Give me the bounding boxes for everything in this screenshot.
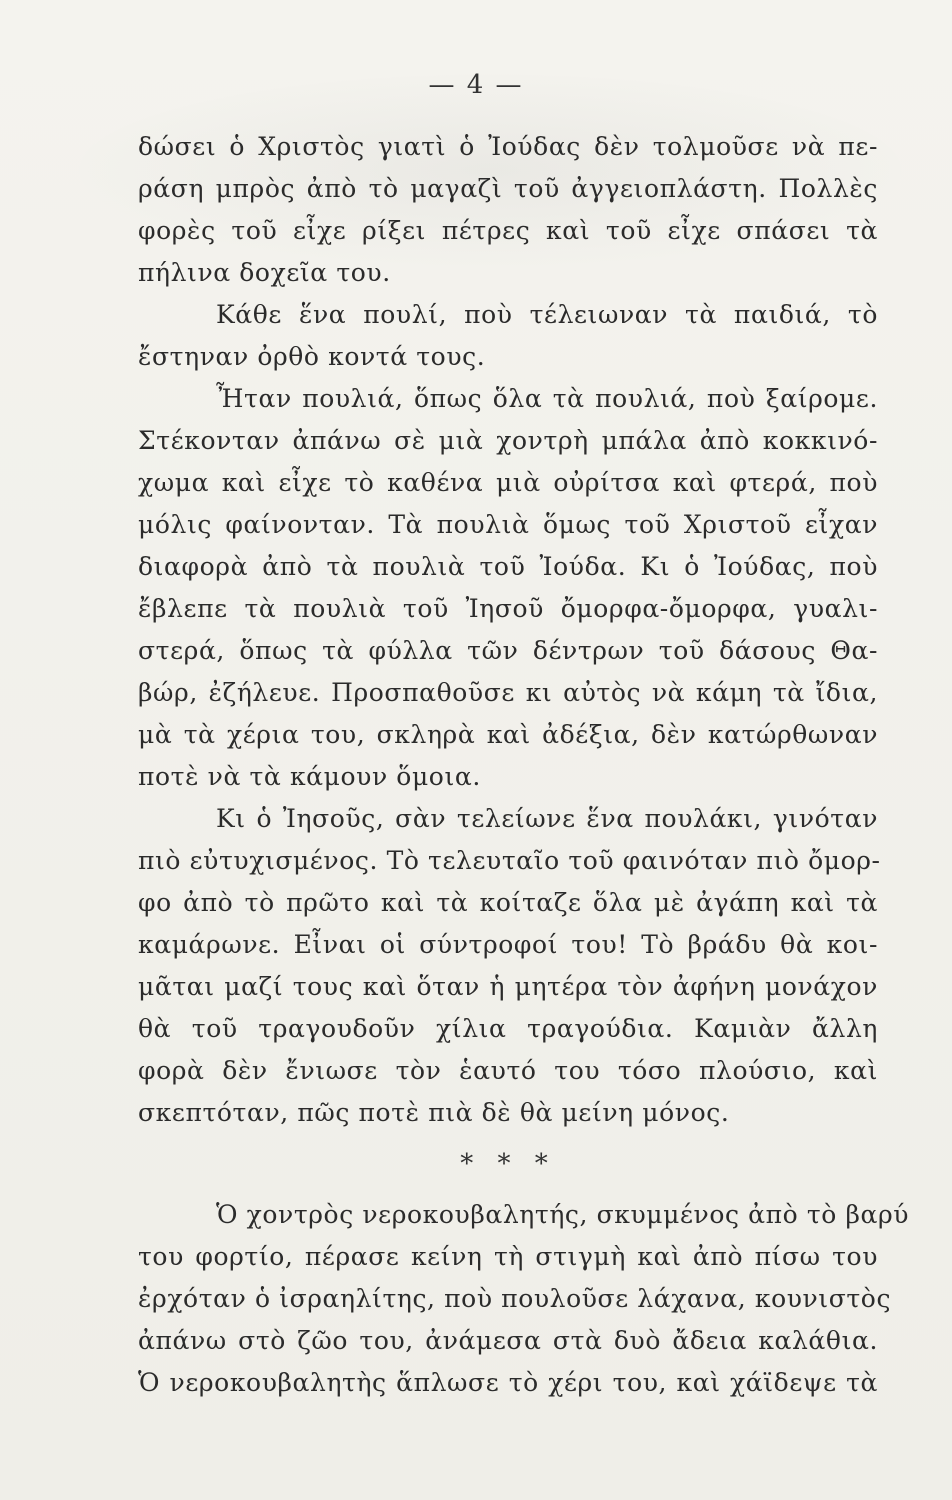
text-line: σκεπτόταν, πῶς ποτὲ πιὰ δὲ θὰ μείνη μόνος. bbox=[138, 1098, 730, 1127]
text-line: διαφορὰ ἀπὸ τὰ πουλιὰ τοῦ Ἰούδα. Κι ὁ Ἰούδας, ποὺ bbox=[138, 552, 878, 581]
text-line: ἐρχόταν ὁ ἰσραηλίτης, ποὺ πουλοῦσε λάχανα, κουνιστὸς bbox=[138, 1284, 892, 1313]
text-line: στερά, ὅπως τὰ φύλλα τῶν δέντρων τοῦ δάσους Θα- bbox=[138, 636, 878, 665]
text-line: πιὸ εὐτυχισμένος. Τὸ τελευταῖο τοῦ φαινόταν πιὸ ὄμορ- bbox=[138, 846, 881, 875]
text-line: βώρ, ἐζήλευε. Προσπαθοῦσε κι αὐτὸς νὰ κάμη τὰ ἴδια, bbox=[138, 678, 878, 707]
text-line: πήλινα δοχεῖα του. bbox=[138, 258, 391, 287]
text-line: Ὁ χοντρὸς νεροκουβαλητής, σκυμμένος ἀπὸ τὸ βαρύ bbox=[216, 1200, 910, 1229]
text-line: φορὰ δὲν ἔνιωσε τὸν ἑαυτό του τόσο πλούσιο, καὶ bbox=[138, 1056, 878, 1085]
text-line: Στέκονταν ἀπάνω σὲ μιὰ χοντρὴ μπάλα ἀπὸ κοκκινό- bbox=[138, 426, 878, 455]
text-line: μὰ τὰ χέρια του, σκληρὰ καὶ ἀδέξια, δὲν κατώρθωναν bbox=[138, 720, 878, 749]
text-line: δώσει ὁ Χριστὸς γιατὶ ὁ Ἰούδας δὲν τολμοῦσε νὰ πε- bbox=[138, 132, 878, 161]
text-line: Ὁ νεροκουβαλητὴς ἅπλωσε τὸ χέρι του, καὶ χάϊδεψε τὰ bbox=[138, 1368, 878, 1397]
body-text bbox=[138, 126, 910, 1404]
text-line: ποτὲ νὰ τὰ κάμουν ὅμοια. bbox=[138, 762, 481, 791]
text-line: του φορτίο, πέρασε κείνη τὴ στιγμὴ καὶ ἀπὸ πίσω του bbox=[138, 1242, 878, 1271]
text-line: φορὲς τοῦ εἶχε ρίξει πέτρες καὶ τοῦ εἶχε σπάσει τὰ bbox=[138, 216, 878, 245]
text-line: ἔβλεπε τὰ πουλιὰ τοῦ Ἰησοῦ ὄμορφα-ὄμορφα, γυαλι- bbox=[138, 594, 878, 623]
text-line: ἔστηναν ὀρθὸ κοντά τους. bbox=[138, 342, 486, 371]
text-line: φο ἀπὸ τὸ πρῶτο καὶ τὰ κοίταζε ὅλα μὲ ἀγάπη καὶ τὰ bbox=[138, 888, 878, 917]
section-separator: * * * bbox=[460, 1149, 556, 1179]
text-line: μᾶται μαζί τους καὶ ὅταν ἡ μητέρα τὸν ἀφήνη μονάχον bbox=[138, 972, 878, 1001]
text-line: ἀπάνω στὸ ζῶο του, ἀνάμεσα στὰ δυὸ ἄδεια καλάθια. bbox=[138, 1326, 878, 1355]
text-line: μόλις φαίνονταν. Τὰ πουλιὰ ὅμως τοῦ Χριστοῦ εἶχαν bbox=[138, 510, 878, 539]
text-line: θὰ τοῦ τραγουδοῦν χίλια τραγούδια. Καμιὰν ἄλλη bbox=[138, 1014, 878, 1043]
text-line: Ἦταν πουλιά, ὅπως ὅλα τὰ πουλιά, ποὺ ξαίρομε. bbox=[216, 384, 878, 413]
text-line: Κι ὁ Ἰησοῦς, σὰν τελείωνε ἕνα πουλάκι, γινόταν bbox=[216, 804, 878, 833]
text-line: Κάθε ἕνα πουλί, ποὺ τέλειωναν τὰ παιδιά, τὸ bbox=[216, 300, 878, 329]
text-line: καμάρωνε. Εἶναι οἱ σύντροφοί του! Τὸ βράδυ θὰ κοι- bbox=[138, 930, 878, 959]
text-line: χωμα καὶ εἶχε τὸ καθένα μιὰ οὐρίτσα καὶ φτερά, ποὺ bbox=[138, 468, 878, 497]
text-line: ράση μπρὸς ἀπὸ τὸ μαγαζὶ τοῦ ἀγγειοπλάστη. Πολλὲς bbox=[138, 174, 878, 203]
page-number: — 4 — bbox=[428, 70, 524, 100]
